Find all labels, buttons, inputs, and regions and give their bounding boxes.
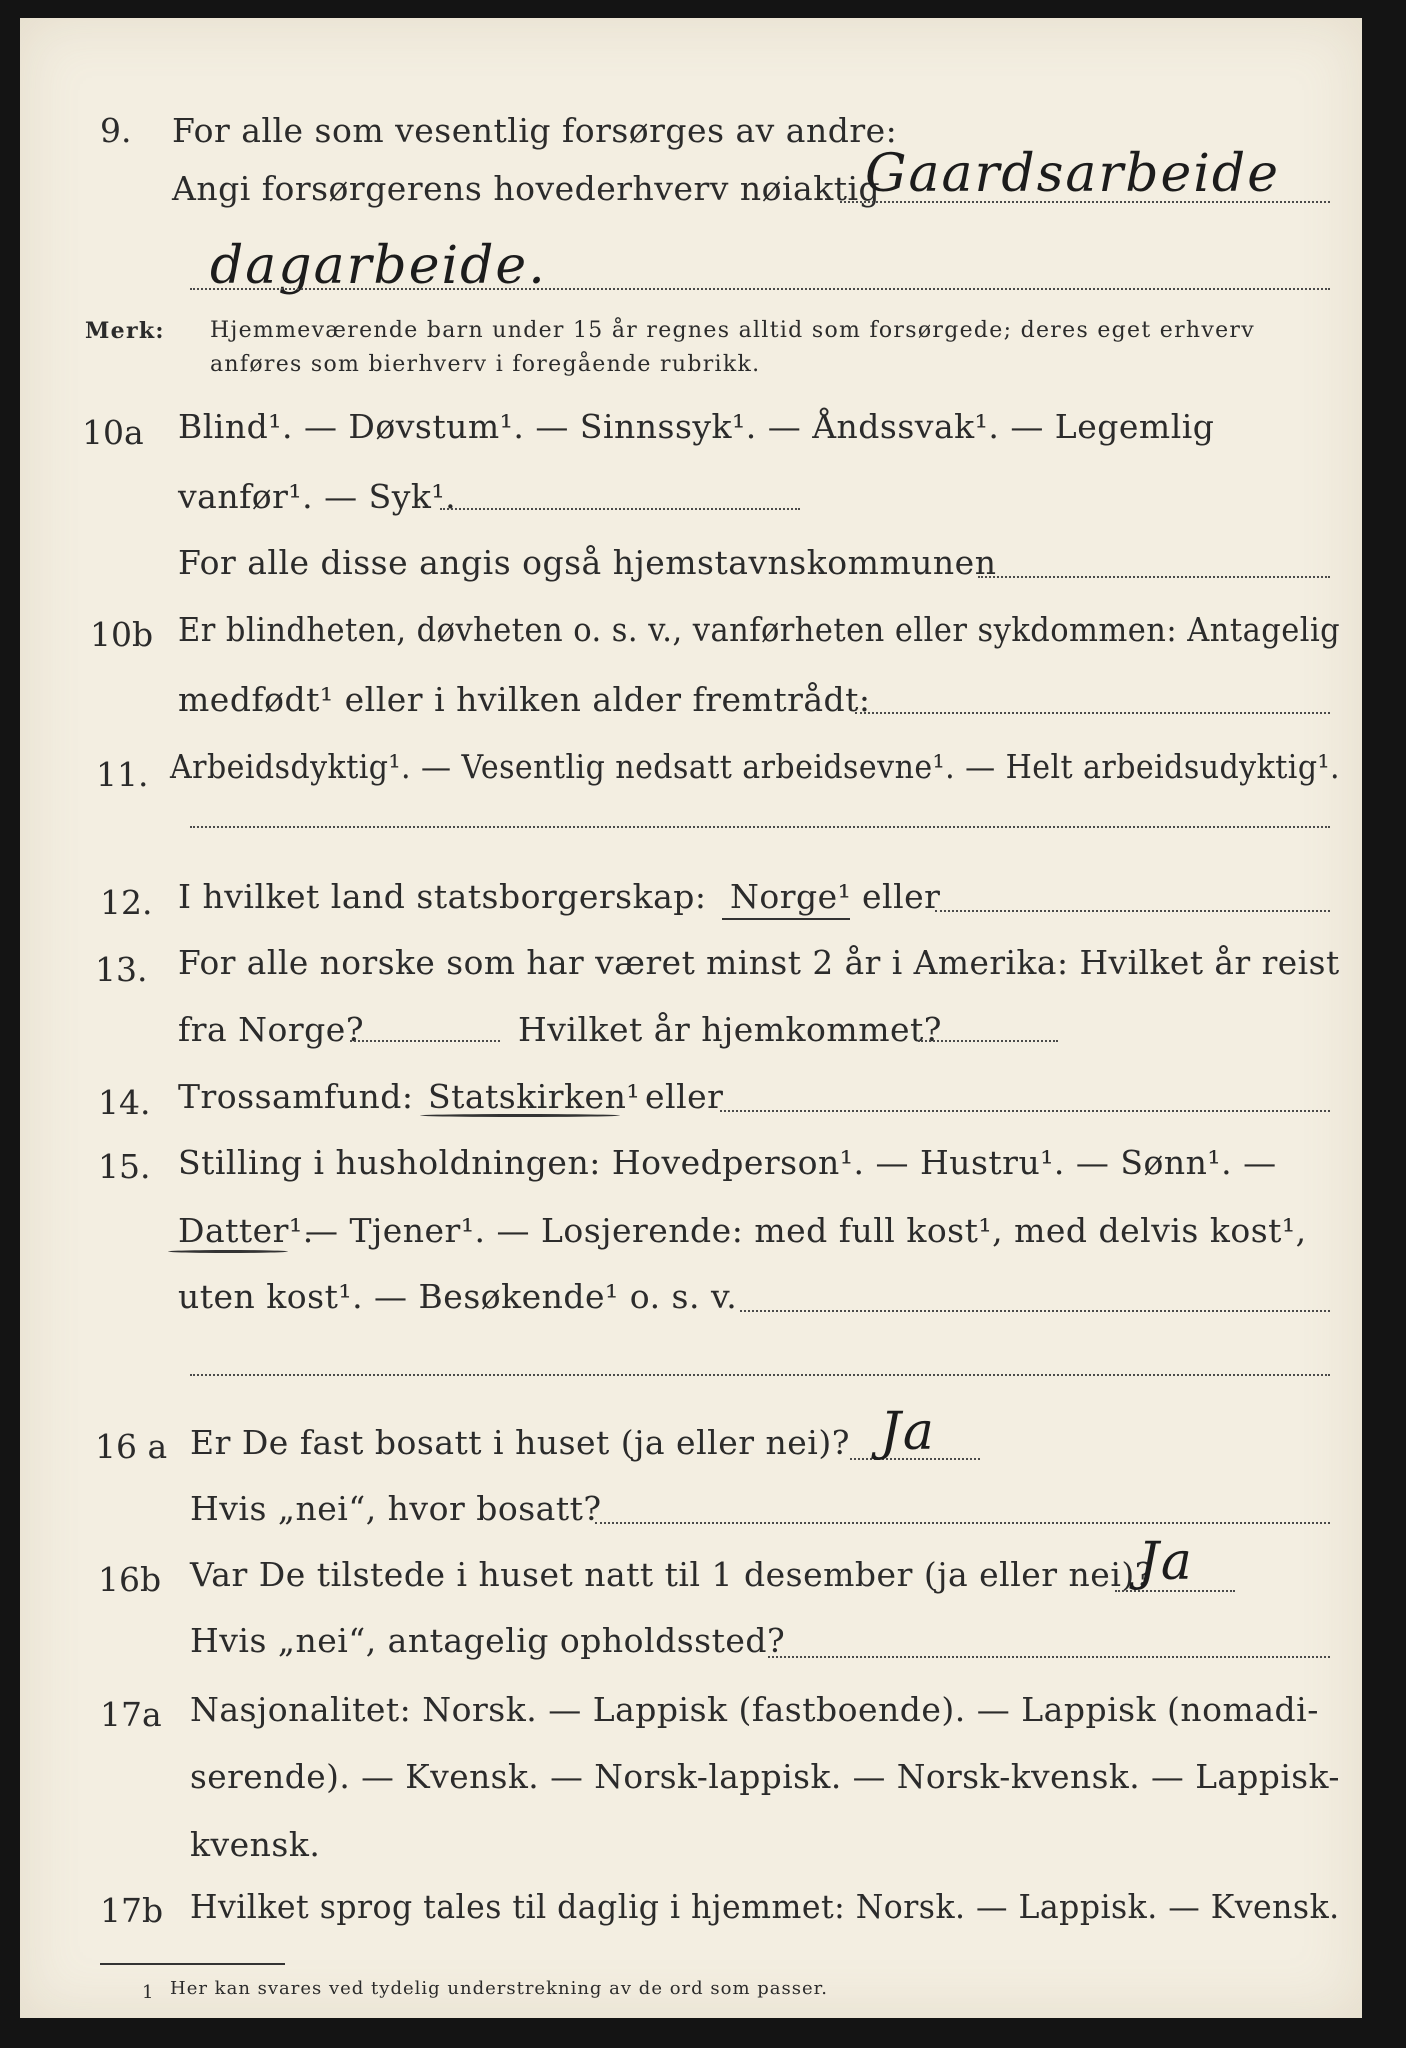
q10a-line2: vanfør¹. — Syk¹. <box>178 477 457 516</box>
q10b-dotted-line <box>855 712 1330 714</box>
q16a-line1: Er De fast bosatt i huset (ja eller nei)? <box>190 1423 850 1462</box>
q13-line1: For alle norske som har været minst 2 år i Amerika: Hvilket år reist <box>178 943 1340 982</box>
q14-statskirken-underline <box>420 1114 620 1117</box>
q13-line2b: Hvilket år hjemkommet? <box>518 1010 942 1049</box>
q9-dotted-line-2 <box>190 288 1330 290</box>
q17b-number: 17b <box>100 1891 164 1930</box>
q17a-line1: Nasjonalitet: Norsk. — Lappisk (fastboende). — Lappisk (nomadi- <box>190 1690 1319 1729</box>
q17a-number: 17a <box>100 1695 162 1734</box>
q16b-handwritten-answer: Ja <box>1138 1532 1194 1592</box>
q14-line1a: Trossamfund: <box>178 1077 414 1116</box>
q10a-dotted-line-2 <box>978 576 1330 578</box>
q12-norge-underline <box>722 918 850 920</box>
q15-line2: — Tjener¹. — Losjerende: med full kost¹, med delvis kost¹, <box>305 1211 1307 1250</box>
q12-line1a: I hvilket land statsborgerskap: <box>178 877 707 916</box>
q10a-line3: For alle disse angis også hjemstavnskommunen <box>178 543 997 582</box>
q15-line3: uten kost¹. — Besøkende¹ o. s. v. <box>178 1277 738 1316</box>
q10a-line1: Blind¹. — Døvstum¹. — Sinnssyk¹. — Åndssvak¹. — Legemlig <box>178 407 1215 446</box>
merk-label: Merk: <box>85 318 165 344</box>
q11-number: 11. <box>96 755 149 794</box>
q16b-line1: Var De tilstede i huset natt til 1 desember (ja eller nei)? <box>190 1555 1153 1594</box>
q16b-line2: Hvis „nei“, antagelig opholdssted? <box>190 1621 786 1660</box>
q9-handwritten-occupation: Gaardsarbeide <box>865 144 1280 204</box>
q9-line2: Angi forsørgerens hovederhverv nøiaktig <box>172 169 881 208</box>
q12-dotted-line <box>935 910 1330 912</box>
q14-line1b: eller <box>645 1077 724 1116</box>
q12-norge: Norge¹ <box>730 877 852 916</box>
q14-number: 14. <box>98 1083 151 1122</box>
q10b-line2: medfødt¹ eller i hvilken alder fremtrådt: <box>178 680 871 719</box>
q9-line1: For alle som vesentlig forsørges av andre: <box>172 111 898 150</box>
q16a-number: 16 a <box>95 1427 168 1466</box>
q16a-line2: Hvis „nei“, hvor bosatt? <box>190 1489 602 1528</box>
footnote-mark: 1 <box>142 1982 155 2003</box>
q11-dotted-line <box>190 826 1330 828</box>
q11-line1: Arbeidsdyktig¹. — Vesentlig nedsatt arbeidsevne¹. — Helt arbeidsudyktig¹. <box>170 747 1341 786</box>
q13-line2a: fra Norge? <box>178 1010 365 1049</box>
q13-dotted-line-2 <box>918 1040 1058 1042</box>
q13-dotted-line <box>350 1040 500 1042</box>
footnote-rule <box>100 1963 285 1965</box>
q15-datter: Datter¹. <box>178 1211 314 1250</box>
q10b-line1: Er blindheten, døvheten o. s. v., vanførheten eller sykdommen: Antagelig <box>178 610 1341 649</box>
q15-dotted-line <box>740 1310 1330 1312</box>
merk-line2: anføres som bierhverv i foregående rubrikk. <box>210 352 761 377</box>
q16b-number: 16b <box>98 1560 162 1599</box>
merk-line1: Hjemmeværende barn under 15 år regnes alltid som forsørgede; deres eget erhverv <box>210 318 1255 343</box>
q9-handwritten-occupation-cont: dagarbeide. <box>210 236 547 296</box>
q16b-dotted-line-2 <box>768 1656 1330 1658</box>
q17a-line2: serende). — Kvensk. — Norsk-lappisk. — Norsk-kvensk. — Lappisk- <box>190 1757 1340 1796</box>
q17b-line1: Hvilket sprog tales til daglig i hjemmet: Norsk. — Lappisk. — Kvensk. <box>190 1887 1340 1926</box>
q15-datter-underline <box>168 1250 288 1253</box>
q15-number: 15. <box>98 1147 151 1186</box>
q12-number: 12. <box>100 883 153 922</box>
q10a-dotted-line <box>440 508 800 510</box>
q17a-line3: kvensk. <box>190 1825 321 1864</box>
q16a-handwritten-answer: Ja <box>880 1402 936 1462</box>
q9-number: 9. <box>100 111 132 150</box>
census-form-page <box>20 18 1362 2018</box>
q14-statskirken: Statskirken¹ <box>428 1077 641 1116</box>
q15-dotted-line-2 <box>190 1374 1330 1376</box>
q10b-number: 10b <box>90 615 154 654</box>
q16a-dotted-line-2 <box>595 1522 1330 1524</box>
q14-dotted-line <box>720 1110 1330 1112</box>
q10a-number: 10a <box>82 413 144 452</box>
q13-number: 13. <box>95 950 148 989</box>
q12-line1b: eller <box>862 877 941 916</box>
q15-line1: Stilling i husholdningen: Hovedperson¹. — Hustru¹. — Sønn¹. — <box>178 1143 1277 1182</box>
footnote-text: Her kan svares ved tydelig understrekning av de ord som passer. <box>170 1978 828 1999</box>
